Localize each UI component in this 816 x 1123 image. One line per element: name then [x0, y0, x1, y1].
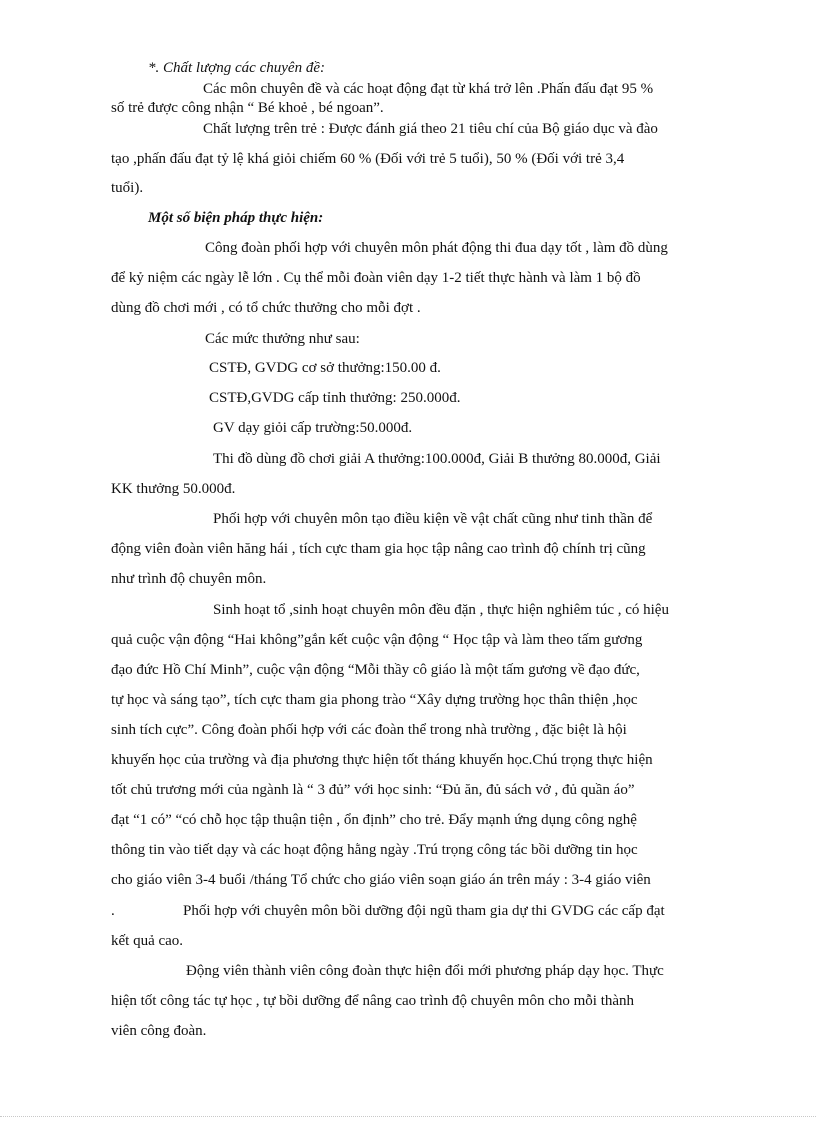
text-line: viên công đoàn.: [111, 1023, 207, 1039]
page-bottom-divider: [0, 1116, 816, 1117]
section-heading-quality: *. Chất lượng các chuyên đề:: [148, 60, 325, 76]
text-line: tuổi).: [111, 180, 144, 196]
section-heading-measures: Một số biện pháp thực hiện:: [148, 210, 324, 226]
text-line: khuyến học của trường và địa phương thực hiện tốt tháng khuyến học.Chú trọng thực hiện: [111, 752, 653, 768]
text-line: tự học và sáng tạo”, tích cực tham gia phong trào “Xây dựng trường học thân thiện ,học: [111, 692, 638, 708]
text-line: tạo ,phấn đấu đạt tỷ lệ khá giỏi chiếm 60 % (Đối với trẻ 5 tuổi), 50 % (Đối với trẻ 3,4: [111, 151, 625, 167]
text-line: Động viên thành viên công đoàn thực hiện đổi mới phương pháp dạy học. Thực: [186, 963, 664, 979]
text-line: để kỷ niệm các ngày lễ lớn . Cụ thể mỗi đoàn viên dạy 1-2 tiết thực hành và làm 1 bộ đồ: [111, 270, 641, 286]
text-line: Các môn chuyên đề và các hoạt động đạt từ khá trở lên .Phấn đấu đạt 95 %: [203, 81, 654, 97]
text-line: tốt chủ trương mới của ngành là “ 3 đủ” với học sinh: “Đủ ăn, đủ sách vở , đủ quần áo”: [111, 782, 635, 798]
text-line: dùng đồ chơi mới , có tổ chức thưởng cho mỗi đợt .: [111, 300, 421, 316]
text-line: kết quả cao.: [111, 933, 184, 949]
text-line: như trình độ chuyên môn.: [111, 571, 267, 587]
text-line: quả cuộc vận động “Hai không”gắn kết cuộc vận động “ Học tập và làm theo tấm gương: [111, 632, 643, 648]
text-line: Sinh hoạt tổ ,sinh hoạt chuyên môn đều đặn , thực hiện nghiêm túc , có hiệu: [213, 602, 669, 618]
text-line: hiện tốt công tác tự học , tự bồi dưỡng để nâng cao trình độ chuyên môn cho mỗi thành: [111, 993, 635, 1009]
text-line: đạo đức Hồ Chí Minh”, cuộc vận động “Mỗi thầy cô giáo là một tấm gương về đạo đức,: [111, 662, 640, 678]
text-line: cho giáo viên 3-4 buổi /tháng Tổ chức cho giáo viên soạn giáo án trên máy : 3-4 giáo viên: [111, 872, 651, 888]
text-line: số trẻ được công nhận “ Bé khoẻ , bé ngoan”.: [111, 100, 384, 116]
text-line: sinh tích cực”. Công đoàn phối hợp với các đoàn thể trong nhà trường , đặc biệt là hội: [111, 722, 627, 738]
text-line: đạt “1 có” “có chỗ học tập thuận tiện , ổn định” cho trẻ. Đẩy mạnh ứng dụng công nghệ: [111, 812, 637, 828]
text-line: Phối hợp với chuyên môn bồi dưỡng đội ngũ tham gia dự thi GVDG các cấp đạt: [183, 903, 665, 919]
text-line: Thi đồ dùng đồ chơi giải A thưởng:100.000đ, Giải B thưởng 80.000đ, Giải: [213, 451, 661, 467]
text-line: CSTĐ,GVDG cấp tỉnh thưởng: 250.000đ.: [209, 390, 461, 406]
text-line: thông tin vào tiết dạy và các hoạt động hằng ngày .Trú trọng công tác bồi dưỡng tin học: [111, 842, 638, 858]
text-line: Chất lượng trên trẻ : Được đánh giá theo 21 tiêu chí của Bộ giáo dục và đào: [203, 121, 658, 137]
text-line: động viên đoàn viên hăng hái , tích cực tham gia học tập nâng cao trình độ chính trị cũng: [111, 541, 646, 557]
text-line: GV dạy giỏi cấp trường:50.000đ.: [213, 420, 413, 436]
text-line: .: [111, 903, 115, 919]
text-line: Phối hợp với chuyên môn tạo điều kiện về vật chất cũng như tinh thần để: [213, 511, 653, 527]
text-line: Công đoàn phối hợp với chuyên môn phát động thi đua dạy tốt , làm đồ dùng: [205, 240, 668, 256]
text-line: Các mức thưởng như sau:: [205, 331, 360, 347]
text-line: KK thưởng 50.000đ.: [111, 481, 236, 497]
text-line: CSTĐ, GVDG cơ sở thưởng:150.00 đ.: [209, 360, 441, 376]
